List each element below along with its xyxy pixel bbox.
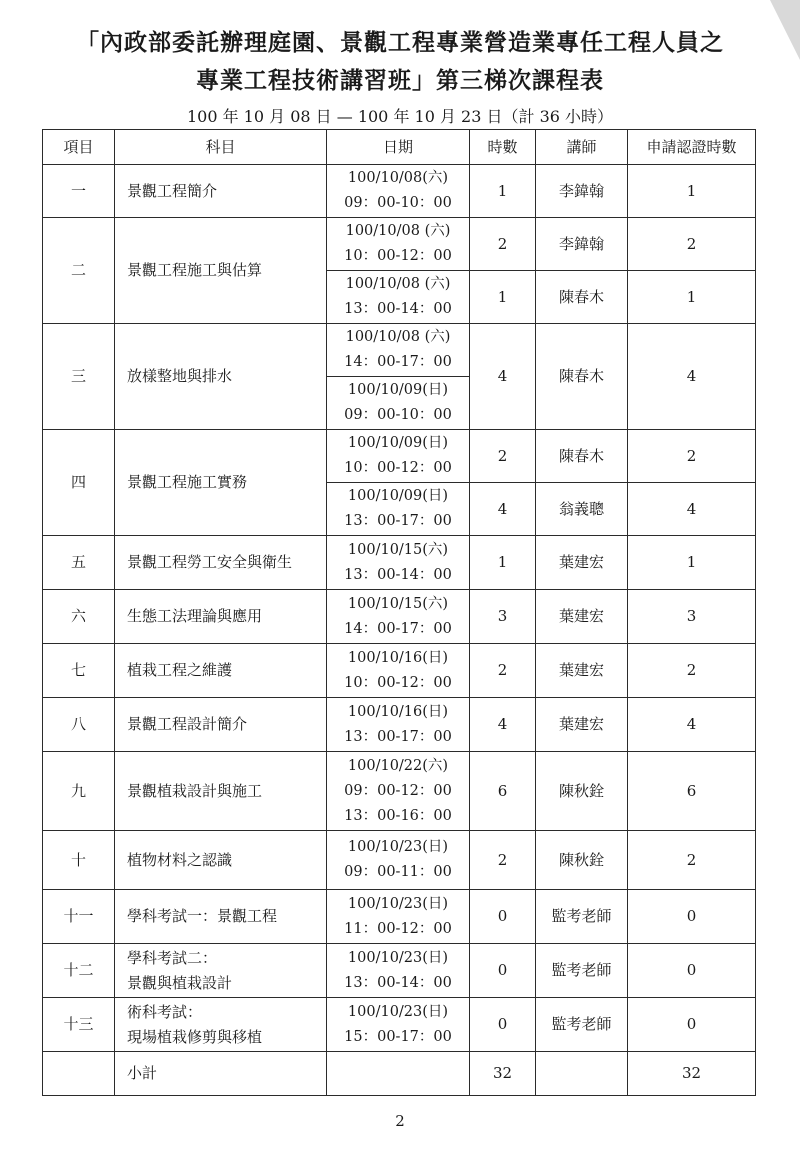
row-lecturer: 翁義聰 (536, 483, 628, 536)
row-item: 十二 (43, 944, 115, 998)
row-subject: 學科考試一：景觀工程 (115, 890, 327, 944)
row-date (327, 752, 470, 831)
row-cert-hours: 1 (628, 165, 756, 218)
row-item: 四 (43, 430, 115, 536)
subtotal-hours: 32 (470, 1052, 536, 1096)
table-row (43, 998, 756, 1052)
table-row (43, 890, 756, 944)
session-time: 14：00-17：00 (344, 354, 452, 370)
row-lecturer: 監考老師 (536, 998, 628, 1052)
session-date: 100/10/08 (六) (345, 329, 451, 345)
table-row (43, 944, 756, 998)
session-date: 100/10/08 (六) (345, 276, 451, 292)
session-time: 13：00-14：00 (344, 974, 452, 991)
document-title-line-1: 「內政部委託辦理庭園、景觀工程專業營造業專任工程人員之 (76, 29, 724, 56)
subtotal-cert-hours: 32 (628, 1052, 756, 1096)
table-row (43, 218, 756, 271)
row-date (327, 536, 470, 590)
row-date (327, 324, 470, 377)
table-row (43, 752, 756, 831)
row-cert-hours: 2 (628, 430, 756, 483)
session-time: 09：00-10：00 (344, 407, 452, 423)
row-subject: 景觀植栽設計與施工 (115, 752, 327, 831)
table-row (43, 644, 756, 698)
subtotal-date-empty (327, 1052, 470, 1096)
session-date: 100/10/08(六) (347, 170, 449, 186)
session-time: 09：00-11：00 (344, 864, 452, 880)
row-subject: 景觀工程施工與估算 (115, 218, 327, 324)
subject-line-2: 景觀與植栽設計 (127, 973, 233, 992)
row-date (327, 590, 470, 644)
row-date (327, 944, 470, 998)
row-item: 九 (43, 752, 115, 831)
row-date (327, 998, 470, 1052)
row-lecturer: 葉建宏 (536, 590, 628, 644)
row-date (327, 644, 470, 698)
row-date (327, 831, 470, 890)
subject-line-2: 現場植栽修剪與移植 (127, 1027, 263, 1046)
row-lecturer: 陳秋銓 (536, 831, 628, 890)
table-row (43, 430, 756, 483)
row-subject: 植栽工程之維護 (115, 644, 327, 698)
row-cert-hours: 6 (628, 752, 756, 831)
session-date: 100/10/09(日) (347, 488, 449, 504)
row-hours: 3 (470, 590, 536, 644)
subtotal-row (43, 1052, 756, 1096)
row-date (327, 377, 470, 430)
row-hours: 0 (470, 998, 536, 1052)
row-item: 十一 (43, 890, 115, 944)
table-row (43, 324, 756, 377)
session-date: 100/10/15(六) (347, 541, 449, 558)
session-date: 100/10/23(日) (347, 949, 449, 966)
table-row (43, 165, 756, 218)
table-row (43, 536, 756, 590)
row-subject: 植物材料之認識 (115, 831, 327, 890)
session-time: 09：00-12：00 (344, 782, 452, 799)
row-subject: 景觀工程勞工安全與衛生 (115, 536, 327, 590)
row-item: 六 (43, 590, 115, 644)
row-cert-hours: 1 (628, 536, 756, 590)
table-header-row (43, 130, 756, 165)
table-row (43, 698, 756, 752)
subtotal-item-empty (43, 1052, 115, 1096)
row-hours: 4 (470, 324, 536, 430)
row-item: 十 (43, 831, 115, 890)
header-item: 項目 (43, 130, 115, 165)
row-cert-hours: 1 (628, 271, 756, 324)
course-period: 100 年 10 月 08 日 — 100 年 10 月 23 日（計 36 小時） (186, 107, 614, 126)
row-lecturer: 李鍏翰 (536, 165, 628, 218)
row-hours: 1 (470, 271, 536, 324)
row-subject: 生態工法理論與應用 (115, 590, 327, 644)
session-time: 13：00-17：00 (344, 728, 452, 745)
row-hours: 1 (470, 536, 536, 590)
session-date: 100/10/09(日) (347, 435, 449, 451)
header-date: 日期 (327, 130, 470, 165)
row-subject (115, 944, 327, 998)
row-cert-hours: 0 (628, 998, 756, 1052)
row-date (327, 271, 470, 324)
row-date (327, 698, 470, 752)
row-hours: 0 (470, 944, 536, 998)
row-item: 七 (43, 644, 115, 698)
row-hours: 2 (470, 430, 536, 483)
row-date (327, 165, 470, 218)
document-title-line-2: 專業工程技術講習班」第三梯次課程表 (196, 67, 604, 94)
row-hours: 4 (470, 698, 536, 752)
row-subject: 景觀工程施工實務 (115, 430, 327, 536)
session-time: 10：00-12：00 (344, 248, 452, 264)
subtotal-lecturer-empty (536, 1052, 628, 1096)
row-cert-hours: 4 (628, 698, 756, 752)
session-time: 13：00-17：00 (344, 513, 452, 529)
session-time: 13：00-14：00 (344, 301, 452, 317)
row-lecturer: 李鍏翰 (536, 218, 628, 271)
row-lecturer: 陳春木 (536, 430, 628, 483)
session-time: 11：00-12：00 (344, 920, 452, 937)
subtotal-label: 小計 (115, 1052, 327, 1096)
session-time: 15：00-17：00 (344, 1028, 452, 1045)
row-lecturer: 葉建宏 (536, 536, 628, 590)
header-subject: 科目 (115, 130, 327, 165)
row-cert-hours: 3 (628, 590, 756, 644)
row-hours: 2 (470, 644, 536, 698)
row-subject: 放樣整地與排水 (115, 324, 327, 430)
row-cert-hours: 0 (628, 890, 756, 944)
row-item: 三 (43, 324, 115, 430)
row-date (327, 430, 470, 483)
row-lecturer: 監考老師 (536, 944, 628, 998)
row-cert-hours: 2 (628, 644, 756, 698)
session-time: 14：00-17：00 (344, 620, 452, 637)
subject-line-1: 術科考試： (127, 1002, 203, 1021)
row-lecturer: 監考老師 (536, 890, 628, 944)
table-row (43, 831, 756, 890)
session-date: 100/10/23(日) (347, 895, 449, 912)
row-item: 八 (43, 698, 115, 752)
row-date (327, 483, 470, 536)
row-subject: 景觀工程簡介 (115, 165, 327, 218)
session-time: 10：00-12：00 (344, 674, 452, 691)
row-lecturer: 葉建宏 (536, 698, 628, 752)
session-time: 09：00-10：00 (344, 195, 452, 211)
row-cert-hours: 2 (628, 218, 756, 271)
row-lecturer: 葉建宏 (536, 644, 628, 698)
row-date (327, 890, 470, 944)
row-subject (115, 998, 327, 1052)
session-time: 13：00-14：00 (344, 566, 452, 583)
page-number: 2 (395, 1112, 405, 1130)
row-item: 二 (43, 218, 115, 324)
row-cert-hours: 0 (628, 944, 756, 998)
session-date: 100/10/23(日) (347, 839, 449, 855)
session-date: 100/10/15(六) (347, 595, 449, 612)
row-cert-hours: 4 (628, 483, 756, 536)
session-date: 100/10/16(日) (347, 703, 449, 720)
row-hours: 4 (470, 483, 536, 536)
row-lecturer: 陳秋銓 (536, 752, 628, 831)
row-hours: 2 (470, 831, 536, 890)
row-cert-hours: 4 (628, 324, 756, 430)
row-lecturer: 陳春木 (536, 324, 628, 430)
subject-line-1: 學科考試二： (127, 948, 218, 967)
row-hours: 1 (470, 165, 536, 218)
session-date: 100/10/16(日) (347, 649, 449, 666)
header-hours: 時數 (470, 130, 536, 165)
course-schedule-table (42, 129, 756, 1096)
row-item: 五 (43, 536, 115, 590)
row-cert-hours: 2 (628, 831, 756, 890)
row-hours: 2 (470, 218, 536, 271)
row-subject: 景觀工程設計簡介 (115, 698, 327, 752)
row-item: 一 (43, 165, 115, 218)
table-row (43, 590, 756, 644)
session-time: 10：00-12：00 (344, 460, 452, 476)
row-date (327, 218, 470, 271)
row-item: 十三 (43, 998, 115, 1052)
row-lecturer: 陳春木 (536, 271, 628, 324)
session-date: 100/10/22(六) (347, 757, 449, 774)
header-lecturer: 講師 (536, 130, 628, 165)
row-hours: 6 (470, 752, 536, 831)
row-hours: 0 (470, 890, 536, 944)
session-date: 100/10/09(日) (347, 382, 449, 398)
session-date: 100/10/08 (六) (345, 223, 451, 239)
header-cert-hours: 申請認證時數 (628, 130, 756, 165)
session-date: 100/10/23(日) (347, 1003, 449, 1020)
session-time-2: 13：00-16：00 (344, 807, 452, 824)
